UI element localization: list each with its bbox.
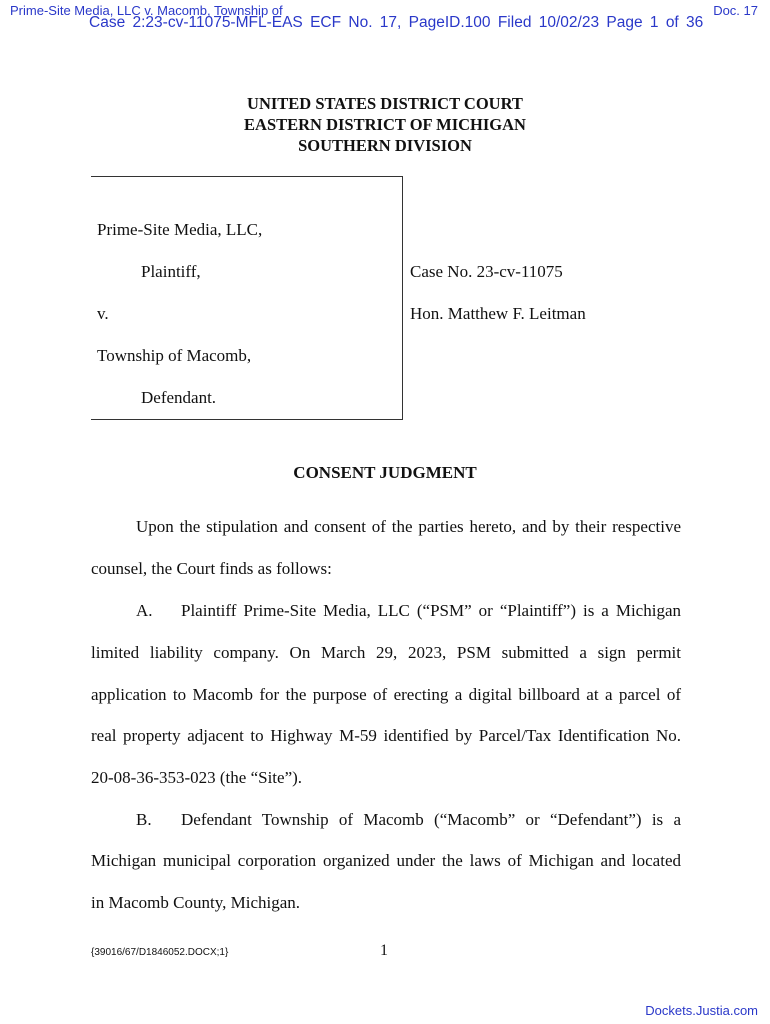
court-district: EASTERN DISTRICT OF MICHIGAN xyxy=(244,115,526,134)
ecf-header: Case 2:23-cv-11075-MFL-EAS ECF No. 17, PageID.100 Filed 10/02/23 Page 1 of 36 xyxy=(89,14,704,31)
plaintiff-role: Plaintiff, xyxy=(141,262,201,281)
paragraph-b-line-1: Defendant Township of Macomb (“Macomb” or “Defendant”) is a xyxy=(181,810,681,829)
defendant-name: Township of Macomb, xyxy=(97,346,252,365)
paragraph-b-line-2: Michigan municipal corporation organized under the laws of Michigan and located xyxy=(91,851,681,870)
case-caption-box xyxy=(91,176,403,420)
court-division: SOUTHERN DIVISION xyxy=(298,136,472,155)
paragraph-b-line-3: in Macomb County, Michigan. xyxy=(91,893,301,912)
justia-link[interactable]: Dockets.Justia.com xyxy=(645,1003,758,1018)
paragraph-a-line-2: limited liability company. On March 29, 2023, PSM submitted a sign permit xyxy=(91,643,681,662)
intro-line-2: counsel, the Court finds as follows: xyxy=(91,559,332,578)
paragraph-a-line-3: application to Macomb for the purpose of erecting a digital billboard at a parcel of xyxy=(91,685,681,704)
intro-line-1: Upon the stipulation and consent of the parties hereto, and by their respective xyxy=(136,517,681,536)
paragraph-a-label: A. xyxy=(136,601,153,620)
plaintiff-name: Prime-Site Media, LLC, xyxy=(97,220,263,239)
document-title: CONSENT JUDGMENT xyxy=(293,463,477,482)
judge-name: Hon. Matthew F. Leitman xyxy=(410,304,586,323)
paragraph-a-line-5: 20-08-36-353-023 (the “Site”). xyxy=(91,768,303,787)
paragraph-a-line-4: real property adjacent to Highway M-59 identified by Parcel/Tax Identification No. xyxy=(91,726,681,745)
versus-label: v. xyxy=(97,304,109,323)
paragraph-b-label: B. xyxy=(136,810,152,829)
court-name: UNITED STATES DISTRICT COURT xyxy=(247,94,523,113)
case-number: Case No. 23-cv-11075 xyxy=(410,262,563,281)
page-number: 1 xyxy=(380,942,388,959)
document-code: {39016/67/D1846052.DOCX;1} xyxy=(91,947,229,958)
case-title-link[interactable]: Prime-Site Media, LLC v. Macomb, Township of xyxy=(10,3,283,18)
paragraph-a-line-1: Plaintiff Prime-Site Media, LLC (“PSM” or “Plaintiff”) is a Michigan xyxy=(181,601,681,620)
defendant-role: Defendant. xyxy=(141,388,217,407)
doc-number-link[interactable]: Doc. 17 xyxy=(713,3,758,18)
